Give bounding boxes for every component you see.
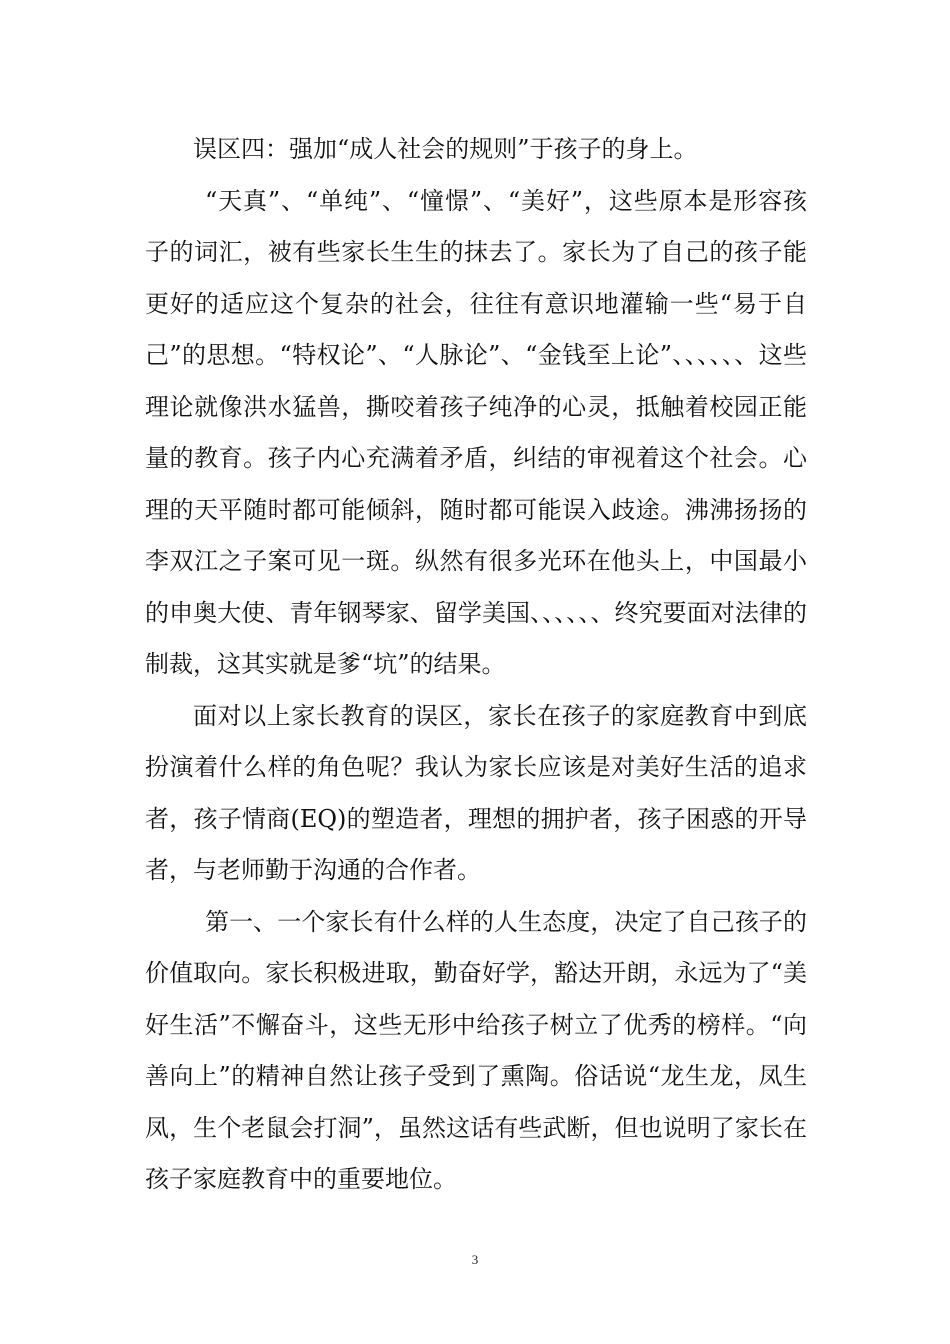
page-number: 3: [471, 1252, 479, 1267]
paragraph-first-attitude: 第一、一个家长有什么样的人生态度，决定了自己孩子的价值取向。家长积极进取，勤奋好学，豁达开朗，永远为了“美好生活”不懈奋斗，这些无形中给孩子树立了优秀的榜样。“向善向上”的精神自然让孩子受到了熏陶。俗话说“龙生龙，凤生凤，生个老鼠会打洞”，虽然这话有些武断，但也说明了家长在孩子家庭教育中的重要地位。: [145, 907, 807, 1193]
paragraph-parent-roles: 面对以上家长教育的误区，家长在孩子的家庭教育中到底扮演着什么样的角色呢？我认为家长应该是对美好生活的追求者，孩子情商(EQ)的塑造者，理想的拥护者，孩子困惑的开导者，与老师勤于沟通的合作者。: [145, 701, 807, 884]
paragraph-adult-rules: “天真”、“单纯”、“憧憬”、“美好”，这些原本是形容孩子的词汇，被有些家长生生的抹去了。家长为了自己的孩子能更好的适应这个复杂的社会，往往有意识地灌输一些“易于自己”的思想。“特权论”、“人脉论”、“金钱至上论”、、、、、、这些理论就像洪水猛兽，撕咬着孩子纯净的心灵，抵触着校园正能量的教育。孩子内心充满着矛盾，纠结的审视着这个社会。心理的天平随时都可能倾斜，随时都可能误入歧途。沸沸扬扬的李双江之子案可见一斑。纵然有很多光环在他头上，中国最小的申奥大使、青年钢琴家、留学美国、、、、、、终究要面对法律的制裁，这其实就是爹“坑”的结果。: [145, 186, 807, 678]
paragraph-heading-misconception-four: 误区四：强加“成人社会的规则”于孩子的身上。: [193, 135, 698, 163]
document-body: [145, 124, 807, 1206]
